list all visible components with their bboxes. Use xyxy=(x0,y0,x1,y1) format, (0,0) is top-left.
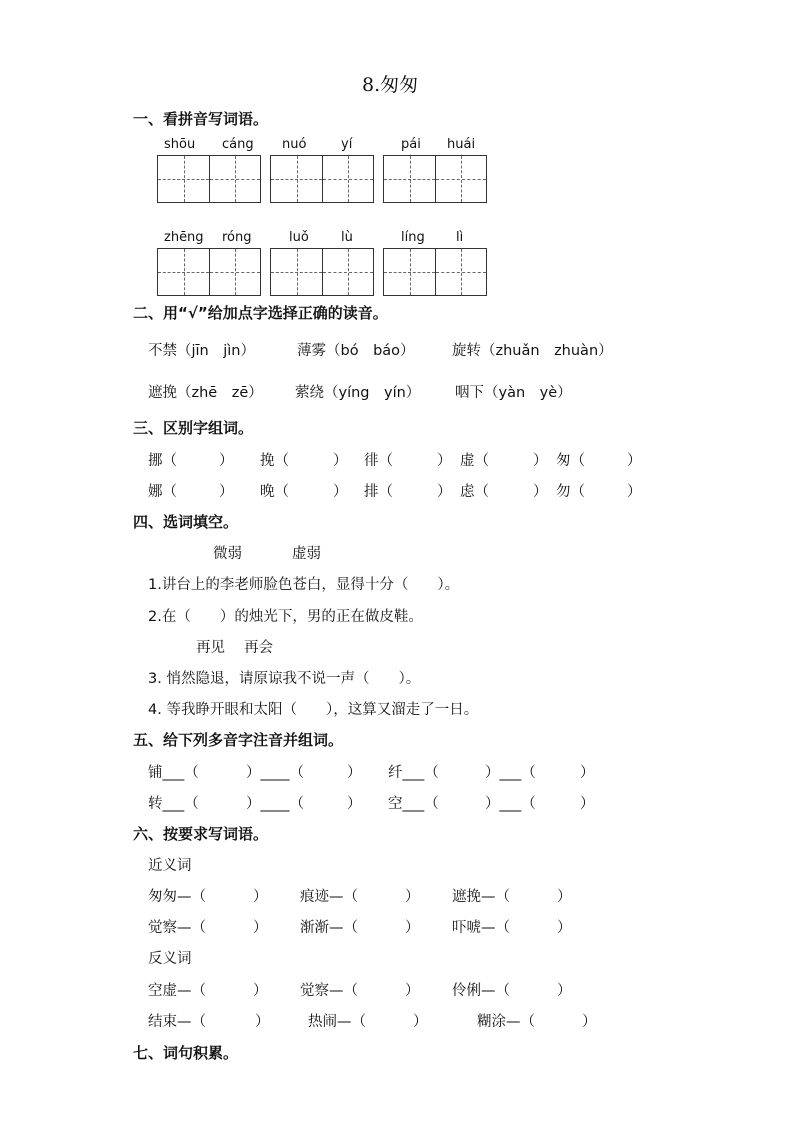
writing-grid[interactable] xyxy=(270,248,374,296)
page-title: 8.匆匆 xyxy=(362,74,419,96)
pinyin: pái xyxy=(401,137,421,152)
pinyin: huái xyxy=(447,137,476,152)
paren-close: ） xyxy=(255,1014,270,1030)
reading-item: 薄雾（bó báo） xyxy=(297,343,415,359)
paren-close: ） xyxy=(219,453,234,469)
writing-grid[interactable] xyxy=(383,155,487,203)
paren-close: ） xyxy=(580,796,595,812)
writing-grid[interactable] xyxy=(270,155,374,203)
word-prompt: 伶俐—（ xyxy=(452,983,510,999)
word-choice: 微弱 xyxy=(213,546,242,562)
pinyin: zhēng xyxy=(164,230,204,245)
section-4-heading: 四、选词填空。 xyxy=(133,513,239,531)
section-5-heading: 五、给下列多音字注音并组词。 xyxy=(133,731,344,749)
char-prompt: 晚（ xyxy=(260,484,289,500)
word-prompt: 吓唬—（ xyxy=(452,920,510,936)
writing-grid[interactable] xyxy=(157,155,261,203)
char-prompt: 徘（ xyxy=(364,453,393,469)
paren-close: ） xyxy=(253,983,268,999)
char-prompt: 排（ xyxy=(364,484,393,500)
pinyin: yí xyxy=(341,137,353,152)
fill-question: 4. 等我睁开眼和太阳（ ），这算又溜走了一日。 xyxy=(148,702,479,718)
word-prompt: 渐渐—（ xyxy=(300,920,358,936)
pinyin: róng xyxy=(222,230,252,245)
reading-item: 旋转（zhuǎn zhuàn） xyxy=(452,343,613,359)
paren-close: ） xyxy=(405,983,420,999)
char-prompt: 勿（ xyxy=(556,484,585,500)
char-prompt: 挽（ xyxy=(260,453,289,469)
paren-close: ） xyxy=(557,983,572,999)
polyphone-blank: 空___（ xyxy=(388,796,439,812)
pinyin: lì xyxy=(456,230,464,245)
word-choice: 虚弱 xyxy=(292,546,321,562)
char-prompt: 虑（ xyxy=(460,484,489,500)
pinyin: cáng xyxy=(222,137,254,152)
fill-question: 2.在（ ）的烛光下，男的正在做皮鞋。 xyxy=(148,609,423,625)
word-prompt: 痕迹—（ xyxy=(300,889,358,905)
word-prompt: 糊涂—（ xyxy=(477,1014,535,1030)
pinyin: lù xyxy=(341,230,353,245)
word-prompt: 热闹—（ xyxy=(308,1014,366,1030)
paren-close: ） xyxy=(557,920,572,936)
paren-close: ） xyxy=(557,889,572,905)
paren-close: ） xyxy=(219,484,234,500)
char-prompt: 虚（ xyxy=(460,453,489,469)
pinyin: luǒ xyxy=(289,230,309,245)
paren-close: ） xyxy=(347,765,362,781)
polyphone-blank: ）____（ xyxy=(246,765,304,781)
paren-close: ） xyxy=(582,1014,597,1030)
word-prompt: 结束—（ xyxy=(148,1014,206,1030)
polyphone-blank: 转___（ xyxy=(148,796,199,812)
word-prompt: 觉察—（ xyxy=(300,983,358,999)
pinyin: líng xyxy=(401,230,425,245)
pinyin: nuó xyxy=(282,137,307,152)
polyphone-blank: ）___（ xyxy=(485,796,536,812)
pinyin: shōu xyxy=(164,137,196,152)
reading-item: 萦绕（yíng yín） xyxy=(295,385,421,401)
word-prompt: 空虚—（ xyxy=(148,983,206,999)
writing-grid[interactable] xyxy=(157,248,261,296)
polyphone-blank: ）___（ xyxy=(485,765,536,781)
paren-close: ） xyxy=(253,920,268,936)
section-3-heading: 三、区别字组词。 xyxy=(133,419,254,437)
paren-close: ） xyxy=(253,889,268,905)
fill-question: 3. 悄然隐退，请原谅我不说一声（ ）。 xyxy=(148,671,421,687)
section-1-heading: 一、看拼音写词语。 xyxy=(133,110,269,128)
section-7-heading: 七、词句积累。 xyxy=(133,1044,239,1062)
word-prompt: 觉察—（ xyxy=(148,920,206,936)
polyphone-blank: ）____（ xyxy=(246,796,304,812)
polyphone-blank: 纤___（ xyxy=(388,765,439,781)
reading-item: 咽下（yàn yè） xyxy=(455,385,572,401)
char-prompt: 匆（ xyxy=(556,453,585,469)
word-prompt: 遮挽—（ xyxy=(452,889,510,905)
paren-close: ） xyxy=(413,1014,428,1030)
paren-close: ） xyxy=(405,889,420,905)
word-choice: 再见 xyxy=(196,640,225,656)
section-6-heading: 六、按要求写词语。 xyxy=(133,825,269,843)
paren-close: ） xyxy=(533,453,548,469)
char-prompt: 娜（ xyxy=(148,484,177,500)
antonym-label: 反义词 xyxy=(148,951,192,967)
paren-close: ） xyxy=(437,453,452,469)
paren-close: ） xyxy=(405,920,420,936)
paren-close: ） xyxy=(347,796,362,812)
word-prompt: 匆匆—（ xyxy=(148,889,206,905)
section-2-heading: 二、用“√”给加点字选择正确的读音。 xyxy=(133,304,388,322)
word-choice: 再会 xyxy=(244,640,273,656)
writing-grid[interactable] xyxy=(383,248,487,296)
char-prompt: 挪（ xyxy=(148,453,177,469)
paren-close: ） xyxy=(437,484,452,500)
synonym-label: 近义词 xyxy=(148,858,192,874)
polyphone-blank: 铺___（ xyxy=(148,765,199,781)
paren-close: ） xyxy=(627,484,642,500)
paren-close: ） xyxy=(333,453,348,469)
paren-close: ） xyxy=(333,484,348,500)
reading-item: 遮挽（zhē zē） xyxy=(148,385,263,401)
paren-close: ） xyxy=(627,453,642,469)
paren-close: ） xyxy=(533,484,548,500)
paren-close: ） xyxy=(580,765,595,781)
fill-question: 1.讲台上的李老师脸色苍白，显得十分（ ）。 xyxy=(148,577,460,593)
reading-item: 不禁（jīn jìn） xyxy=(148,343,255,359)
